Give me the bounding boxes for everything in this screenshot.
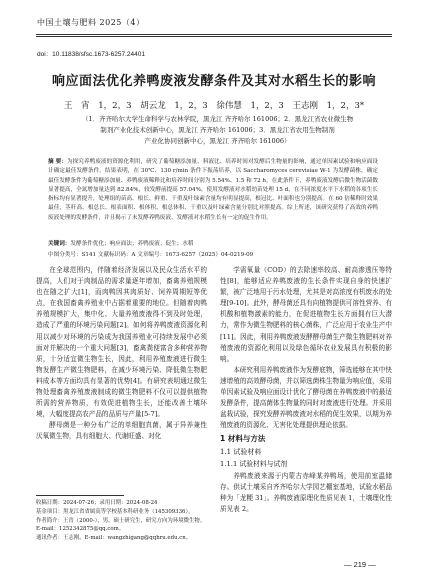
affiliation xyxy=(60,114,375,147)
keywords-label: 关键词： xyxy=(48,241,71,247)
classification-line: 中图分类号：S141 文献标识码：A 文章编号：1673-6257（2025）04-0219-09 xyxy=(48,252,254,258)
affiliation-line: （1．齐齐哈尔大学生命科学与农林学院，黑龙江 齐齐哈尔 161006；2．黑龙江省农业微生物 xyxy=(81,115,354,123)
keywords-text: 发酵条件优化；响应面法；养鸭废液；促生；水稻 xyxy=(70,241,194,247)
journal-header: 中国土壤与肥料 2025（4） xyxy=(37,18,145,27)
affiliation-line: 制剂产业化技术创新中心，黑龙江 齐齐哈尔 161006；3．黑龙江省农用生物制剂 xyxy=(100,126,335,134)
body-paragraph: 养鸭废液来源于内蒙古赤峰某养鸭场，使用前室温储存。供试土壤采自齐齐哈尔大学园艺棚室基地，试验水稻品种为「龙粳 31」。养鸭废液原理化性质见表 1，土壤理化性质见表 2。 xyxy=(220,471,392,513)
header-rule-2 xyxy=(36,36,392,37)
body-paragraph: 在全球范围内，伴随着经济发展以及民众生活水平的提高，人们对于肉制品的需求量逐年增加，畜禽养殖规模也在随之扩大[1]，而肉鸭因其肉质好、饲养周期短等优点，在我国畜禽养殖业中占据着重要的地位。但随着肉鸭养殖规模扩大，集中化、大量养殖废液得不到及时处理，造成了严重的环境污染问题[2]。如何将养鸭废液资源化利用以减少对环境的污染成为我国养殖业可持续发展中必须面对并解决的一个重大问题[3]，畜禽粪便富含多种营养物质，十分适宜微生物生长，因此，利用养殖废液进行微生物发酵生产微生物肥料，在减少环境污染、降低微生物肥料成本等方面均具有显著的优势[4]。有研究表明通过微生物处理畜禽养殖废液制成的微生物肥料不仅可以提供植物所需的营养物质，有效促进植物生长，还能改善土壤环境，大幅度提高农产品的品质与产量[5-7]。 xyxy=(36,266,207,419)
body-paragraph: 酵母菌是一种分布广泛的单细胞真菌，属于异养兼性厌氧微生物，具有细胞大、代谢旺盛、对化 xyxy=(36,421,207,441)
header-rule xyxy=(36,34,392,35)
keywords xyxy=(48,240,378,249)
abstract-text: 为探究养鸭废液的资源化利用，研究了葡萄糖添加量、料液比、培养时间对发酵后生物量的影响，通过单因素试验和响应面设计确定最佳发酵条件。结果表明，在 30℃、130 r/min 条件下振荡培养，以 Saccharomyces cerevisiae W-1 为发酵菌株，确定最佳发酵条件为葡萄糖添加量、养鸭废液稀释比和培养时间分别为 5.54%、1.5 和 72 h。在此条件下，养鸭废液发酵后微生物活菌数显著提高，全氮增加量达到 82.84%，较发酵前提高 57.04%。使用发酵液对水稻幼苗处理 15 d，在不同浓度水平下水稻的各项生长指标均有显著提升，处理组的苗高、根长、鲜重、干重及叶绿素含量均有明显提高，根冠比、叶面积也分别提高。在 60 倍稀释时效果最佳，茎秆高、根总长、根表面积、根体积、根总体积、干重以及叶绿素含量分别比对照提高。综上所述，该研究获得了高效的养鸭废液处理的发酵条件，并且揭示了未发酵养鸭废液、发酵液对水稻生长有一定的促生作用。 xyxy=(48,159,378,221)
footnote-corresponding: 通讯作者：王志刚，E-mail：wangzhigang@qqhru.edu.cn。 xyxy=(36,535,192,542)
abstract-label: 摘 要： xyxy=(48,159,67,165)
authors: 王 宵 1，2，3 胡云龙 1，2，3 徐伟慧 1，2，3 王志刚 1，2，3* xyxy=(63,101,365,111)
abstract xyxy=(48,158,378,223)
footnote-rule xyxy=(36,495,124,496)
doi: doi：10.11838/sfsc.1673-6257.24401 xyxy=(37,51,145,58)
section-heading: 1 材料与方法 xyxy=(220,434,266,444)
body-paragraph: 学需氧量（COD）的去除速率较高、耐高渗透压等特性[8]，能够适应养鸭废液的生长条件实现自身的快速扩繁，被广泛地用于污水处理，尤其是对高浓度有机废水的处理[9-10]。此外，酵母菌还具有向植物提供可溶性营养、有机酸和植物激素的能力，在促进植物生长方面拥有巨大潜力，常作为微生物肥料的核心菌株，广泛应用于农业生产中[11]。因此，利用养鸭废液发酵酵母菌生产微生物肥料对养殖废液的资源化利用以及绿色循环农业发展具有积极的影响。 xyxy=(220,266,392,363)
right-column xyxy=(220,265,392,515)
footnote-received: 收稿日期：2024-07-26；录用日期：2024-08-24 xyxy=(36,500,158,506)
body-paragraph: 本研究利用养鸭废液作为发酵底物，筛选能够在其中快速增殖的高效酵母菌，并以筛选菌株生物量为响应值，采用单因素试验及响应面设计优化了酵母菌在养鸭废液中的最适发酵条件，提高菌体生物量的同时对废液进行处理。并采用盆栽试验，探究发酵养鸭废液对水稻的促生效果，以期为养殖废液的资源化、无害化处理提供理论依据。 xyxy=(220,365,392,430)
subsection-heading: 1.1 试验材料 xyxy=(220,447,262,456)
subsubsection-heading: 1.1.1 试验材料与试剂 xyxy=(220,459,288,468)
footnotes xyxy=(36,499,208,543)
affiliation-line: 产业化协同创新中心，黑龙江 齐齐哈尔 161006） xyxy=(144,137,291,145)
footnote-author: 作者简介：王宵（2000-），男，硕士研究生，研究方向为环境微生物。E-mail：1252342875@qq.com。 xyxy=(36,517,206,533)
left-column xyxy=(36,265,207,443)
paper-title: 响应面法优化养鸭废液发酵条件及其对水稻生长的影响 xyxy=(51,74,376,89)
page-number: — 219 — xyxy=(344,560,376,569)
footnote-funding: 基金项目：黑龙江省省属高等学校基本科研业务（145309336）。 xyxy=(36,508,194,515)
